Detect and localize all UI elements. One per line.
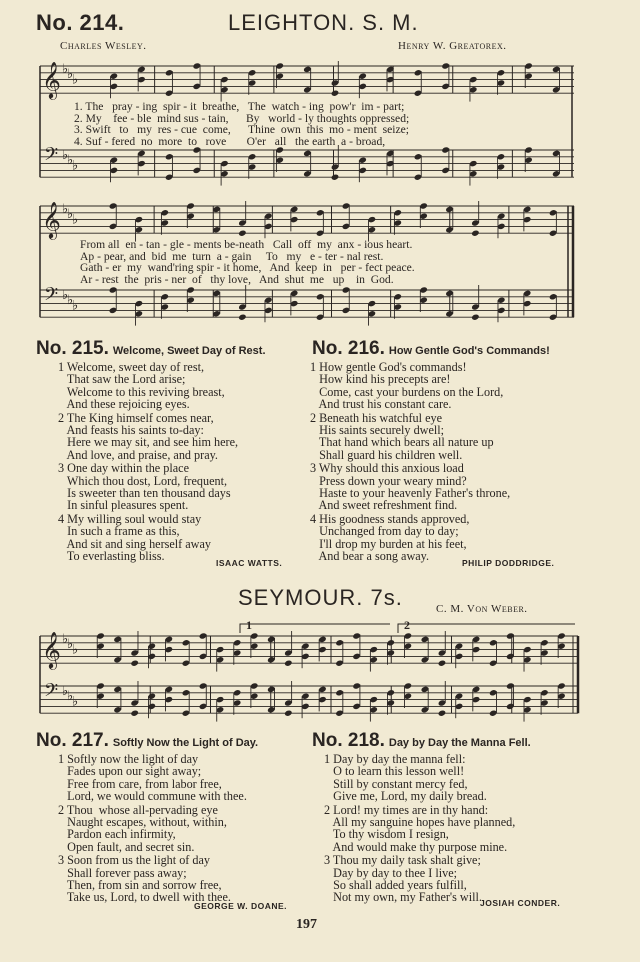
flat-icon: ♭ [62, 631, 69, 647]
verse-line: All my sanguine hopes have planned, [324, 814, 516, 829]
verse-line: I'll drop my burden at his feet, [310, 536, 467, 551]
verse-line: 3 One day within the place [58, 461, 189, 476]
lyric-line: Ap - pear, and bid me turn a - gain To my e - ter - nal rest. [80, 249, 384, 263]
flat-icon: ♭ [67, 153, 74, 169]
verse [58, 462, 238, 511]
verse-line: That hand which bears all nature up [310, 435, 494, 450]
verse-line: So shall added years fulfill, [324, 877, 467, 892]
lyric-line: 1. The pray - ing spir - it breathe, The watch - ing pow'r im - part; [74, 100, 405, 113]
hymn-218-header [312, 730, 531, 752]
flat-icon: ♭ [62, 201, 69, 217]
verse-line: 1 Welcome, sweet day of rest, [58, 360, 205, 374]
verse-line: Open fault, and secret sin. [58, 839, 195, 854]
verse-line: Take us, Lord, to dwell with thee. [58, 890, 231, 905]
verse-line: And trust his constant care. [310, 396, 452, 411]
verse [324, 804, 515, 853]
hymn-215-header [36, 338, 266, 360]
note-head [284, 710, 293, 717]
verse-line: 2 Beneath his watchful eye [310, 410, 442, 425]
verse-line: And feasts his saints to-day: [58, 422, 204, 437]
verse-line: Lord, we would commune with thee. [58, 788, 247, 803]
verse-line: Shall guard his children well. [310, 447, 463, 462]
hymn-214-music-by: Henry W. Greatorex. [398, 40, 507, 52]
hymn-216-verses [310, 361, 510, 564]
verse [58, 753, 247, 802]
verse-line: Day by day to thee I live; [324, 865, 458, 880]
flat-icon: ♭ [67, 207, 74, 223]
verse-line: 3 Thou my daily task shalt give; [324, 853, 481, 868]
flat-icon: ♭ [62, 147, 69, 163]
verse-line: Haste to your heavenly Father's throne, [310, 485, 511, 500]
lyric-line: Ar - rest the pris - ner of thy love, And shut me up in God. [80, 272, 394, 286]
verse-line: 2 Thou whose all-pervading eye [58, 802, 218, 817]
lyric-line: 3. Swift to my res - cue come, Thine own this mo - ment seize; [74, 123, 409, 136]
flat-icon: ♭ [62, 61, 69, 77]
flat-icon: ♭ [72, 212, 79, 228]
verse [310, 513, 510, 562]
verse-line: Come, cast your burdens on the Lord, [310, 384, 504, 399]
lyric-line: Gath - er my wand'ring spir - it home, And keep in per - fect peace. [80, 261, 415, 274]
verse-line: 4 His goodness stands approved, [310, 512, 470, 527]
note-head [284, 660, 293, 667]
flat-icon: ♭ [67, 689, 74, 705]
verse-line: Still by constant mercy fed, [324, 776, 468, 791]
flat-icon: ♭ [67, 67, 74, 83]
flat-icon: ♭ [72, 642, 79, 658]
bass-clef-icon: 𝄢 [44, 284, 59, 310]
hymn-216-title: How Gentle God's Commands! [388, 345, 550, 357]
lyric-line: From all en - tan - gle - ments be-neath Call off my anx - ious heart. [80, 238, 413, 251]
hymn-217-number: No. 217. [36, 730, 109, 751]
note-head [238, 314, 247, 321]
hymn-218-verses [324, 753, 515, 905]
verse-line: 3 Why should this anxious load [310, 461, 464, 476]
verse-line: 3 Soon from us the light of day [58, 853, 210, 868]
page-number: 197 [296, 917, 317, 932]
verse-line: Is sweeter than ten thousand days [58, 485, 231, 500]
flat-icon: ♭ [72, 694, 79, 710]
bass-clef-icon: 𝄢 [44, 144, 59, 170]
verse-line: Then, from sin and sorrow free, [58, 877, 222, 892]
verse-line: 4 My willing soul would stay [58, 512, 202, 527]
verse-line: And would make thy purpose mine. [324, 839, 508, 854]
verse-line: Which thou dost, Lord, frequent, [58, 473, 228, 488]
note-head [438, 710, 447, 717]
hymn-217-header [36, 730, 258, 752]
tune-seymour-title: SEYMOUR. 7s. [238, 585, 403, 610]
verse-line: And love, and praise, and pray. [58, 447, 218, 462]
verse-line: Welcome to this reviving breast, [58, 384, 225, 399]
verse-line: Naught escapes, without, within, [58, 814, 227, 829]
hymn-216-header [312, 338, 550, 360]
verse-line: Pardon each infirmity, [58, 827, 176, 842]
verse-line: And sweet refreshment find. [310, 498, 458, 513]
flat-icon: ♭ [67, 293, 74, 309]
verse [58, 412, 238, 461]
tune-leighton-title: LEIGHTON. S. M. [228, 10, 419, 35]
verse-line: 2 The King himself comes near, [58, 410, 214, 425]
hymn-215-number: No. 215. [36, 338, 109, 359]
verse-line: Unchanged from day to day; [310, 524, 459, 539]
verse-line: That saw the Lord arise; [58, 372, 186, 387]
hymn-218-author: JOSIAH CONDER. [480, 898, 561, 908]
hymn-217-title: Softly Now the Light of Day. [112, 737, 259, 749]
verse-line: 2 Lord! my times are in thy hand: [324, 802, 489, 817]
verse [58, 513, 238, 562]
treble-clef-icon: 𝄞 [42, 630, 61, 669]
lyric-line: 2. My fee - ble mind sus - tain, By world - ly thoughts oppressed; [74, 111, 410, 125]
first-ending-mark: 1 [246, 618, 252, 632]
verse-line: And these rejoicing eyes. [58, 396, 190, 411]
verse [58, 804, 247, 853]
verse [58, 361, 238, 410]
second-ending-bracket [398, 624, 575, 633]
verse-line: To everlasting bliss. [58, 548, 165, 563]
hymn-214-number: No. 214. [36, 10, 125, 35]
verse-line: To thy wisdom I resign, [324, 827, 449, 842]
hymn-215-title: Welcome, Sweet Day of Rest. [112, 345, 266, 357]
verse [58, 854, 247, 903]
treble-clef-icon: 𝄞 [42, 200, 61, 239]
hymn-214-words-by: Charles Wesley. [60, 40, 147, 52]
flat-icon: ♭ [67, 637, 74, 653]
bass-clef-icon: 𝄢 [44, 680, 59, 706]
verse-line: And bear a song away. [310, 548, 430, 563]
verse-line: And sit and sing herself away [58, 536, 211, 551]
verse-line: Press down your weary mind? [310, 473, 467, 488]
verse [310, 412, 510, 461]
verse-line: O to learn this lesson well! [324, 764, 465, 779]
treble-clef-icon: 𝄞 [42, 60, 61, 99]
hymn-217-author: GEORGE W. DOANE. [194, 901, 288, 911]
verse-line: Shall forever pass away; [58, 865, 187, 880]
hymn-217-verses [58, 753, 247, 905]
note-head [238, 230, 247, 237]
note-head [471, 314, 480, 321]
note-head [438, 660, 447, 667]
first-ending-bracket [240, 624, 390, 633]
verse [324, 753, 515, 802]
verse-line: 1 Softly now the light of day [58, 752, 199, 766]
verse-line: Give me, Lord, my daily bread. [324, 788, 487, 803]
hymn-218-title: Day by Day the Manna Fell. [388, 737, 531, 749]
hymn-216-author: PHILIP DODDRIDGE. [462, 558, 555, 568]
verse-line: Free from care, from labor free, [58, 776, 222, 791]
hymn-218-number: No. 218. [312, 730, 385, 751]
verse-line: How kind his precepts are! [310, 372, 451, 387]
verse-line: 1 How gentle God's commands! [310, 360, 467, 374]
hymn-215-verses [58, 361, 238, 564]
note-head [130, 660, 139, 667]
note-head [331, 90, 340, 97]
verse-line: In such a frame as this, [58, 524, 180, 539]
verse-line: Fades upon our sight away; [58, 764, 202, 779]
seymour-music-by: C. M. Von Weber. [436, 603, 528, 615]
note-head [130, 710, 139, 717]
verse-line: In sinful pleasures spent. [58, 498, 189, 513]
verse [324, 854, 515, 903]
flat-icon: ♭ [72, 72, 79, 88]
verse-line: Not my own, my Father's will. [324, 890, 482, 905]
flat-icon: ♭ [72, 298, 79, 314]
flat-icon: ♭ [62, 683, 69, 699]
note-head [471, 230, 480, 237]
verse [310, 361, 510, 410]
second-ending-mark: 2 [404, 618, 410, 632]
verse-line: Here we may sit, and see him here, [58, 435, 239, 450]
lyric-line: 4. Suf - fered no more to rove O'er all the earth a - broad, [74, 134, 386, 148]
note-head [331, 174, 340, 181]
hymn-214-lyrics-system-1 [74, 101, 409, 147]
flat-icon: ♭ [62, 287, 69, 303]
hymn-214-lyrics-system-2 [80, 239, 415, 285]
verse [310, 462, 510, 511]
hymn-216-number: No. 216. [312, 338, 385, 359]
hymn-215-author: ISAAC WATTS. [216, 558, 283, 568]
verse-line: 1 Day by day the manna fell: [324, 752, 466, 766]
verse-line: His saints securely dwell; [310, 422, 445, 437]
flat-icon: ♭ [72, 158, 79, 174]
